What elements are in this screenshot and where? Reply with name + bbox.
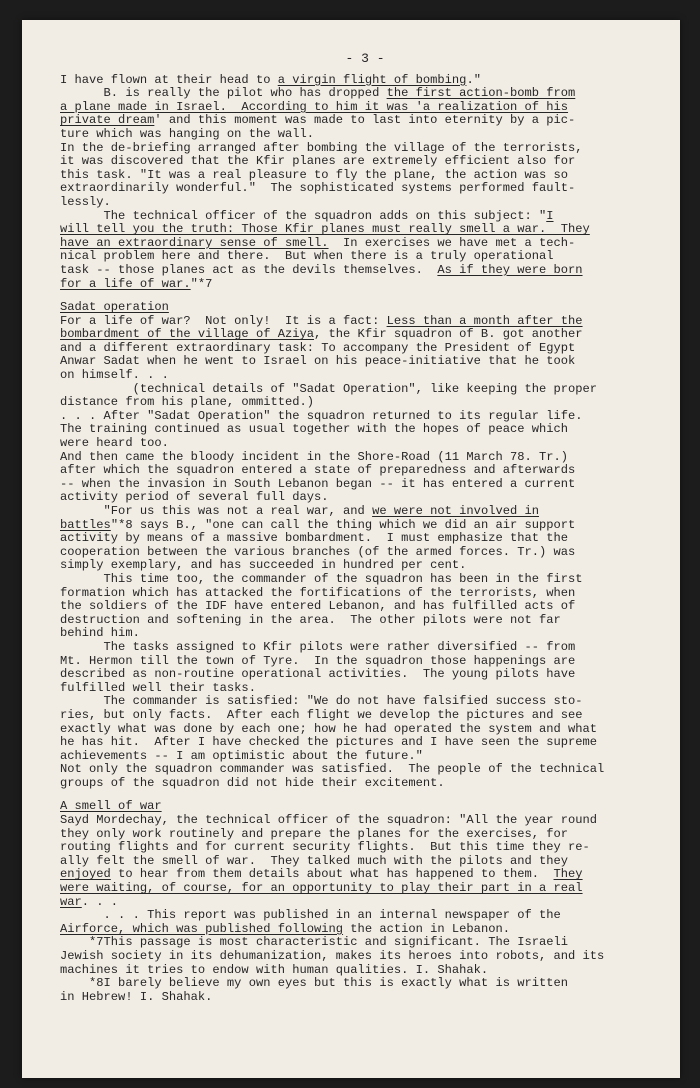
text-run: the soldiers of the IDF have entered Lebanon, and has fulfilled acts of: [60, 599, 576, 614]
underlined-phrase: the first action-bomb from: [386, 86, 576, 101]
underlined-phrase: we were not involved in: [372, 504, 539, 518]
document-page: [22, 20, 680, 1078]
text-run: nical problem here and there. But when there is a truly operational: [60, 249, 554, 264]
text-line: [60, 750, 670, 764]
text-line: [60, 923, 670, 937]
text-line: [60, 169, 670, 183]
text-line: [60, 868, 670, 882]
text-run: And then came the bloody incident in the Shore-Road (11 March 78. Tr.): [60, 449, 569, 464]
text-run: simply exemplary, and has succeeded in hundred per cent.: [60, 558, 467, 573]
text-line: [60, 87, 670, 101]
text-line: [60, 223, 670, 237]
text-run: groups of the squadron did not hide their excitement.: [60, 775, 445, 790]
text-run: activity by means of a massive bombardment. I must emphasize that the: [60, 531, 569, 546]
text-run: machines it tries to endow with human qualities. I. Shahak.: [60, 962, 489, 977]
text-run: Not only the squadron commander was satisfied. The people of the technical: [60, 762, 605, 777]
text-run: described as non-routine operational activities. The young pilots have: [60, 667, 576, 682]
text-run: lessly.: [60, 194, 111, 209]
text-line: [60, 464, 670, 478]
text-run: they only work routinely and prepare the planes for the exercises, for: [60, 826, 569, 841]
text-line: [60, 396, 670, 410]
text-run: in Hebrew! I. Shahak.: [60, 989, 213, 1004]
text-run: it was discovered that the Kfir planes are extremely efficient also for: [60, 154, 576, 169]
text-line: [60, 74, 670, 88]
underlined-phrase: a plane made in Israel. According to him it was 'a realization of his: [60, 99, 569, 114]
text-run: The tasks assigned to Kfir pilots were rather diversified -- from: [60, 639, 576, 654]
text-line: [60, 950, 670, 964]
text-line: [60, 264, 670, 278]
underlined-phrase: have an extraordinary sense of smell.: [60, 235, 329, 250]
text-line: [60, 587, 670, 601]
text-run: I have flown at their head to: [60, 72, 278, 87]
text-run: achievements -- I am optimistic about the future.": [60, 748, 423, 763]
text-line: [60, 977, 670, 991]
text-run: "*7: [190, 276, 213, 291]
underlined-phrase: for a life of war.: [60, 276, 191, 291]
underlined-phrase: Airforce, which was published following: [60, 921, 344, 936]
text-run: ally felt the smell of war. They talked much with the pilots and they: [60, 853, 569, 868]
text-line: [60, 437, 670, 451]
text-line: [60, 210, 670, 224]
text-line: [60, 196, 670, 210]
text-run: fulfilled well their tasks.: [60, 680, 256, 695]
text-line: [60, 546, 670, 560]
text-run: Jewish society in its dehumanization, makes its heroes into robots, and its: [60, 949, 605, 963]
text-run: In the de-briefing arranged after bombing the village of the terrorists,: [60, 140, 583, 155]
text-line: [60, 101, 670, 115]
text-run: .": [466, 72, 481, 87]
text-run: this task. "It was a real pleasure to fly the plane, the action was so: [60, 167, 569, 182]
underlined-phrase: As if they were born: [437, 262, 583, 277]
text-run: "For us this was not a real war, and: [60, 504, 373, 518]
text-line: [60, 278, 670, 292]
text-line: [60, 155, 670, 169]
text-run: activity period of several full days.: [60, 490, 329, 505]
text-line: [60, 532, 670, 546]
text-line: [60, 600, 670, 614]
text-run: extraordinarily wonderful." The sophisticated systems performed fault-: [60, 181, 576, 196]
underlined-phrase: will tell you the truth: Those Kfir planes must really smell a war. They: [60, 222, 590, 237]
document-text: [60, 52, 670, 1004]
text-run: "*8 says B., "one can call the thing which we did an air support: [110, 517, 576, 532]
text-run: and a different extraordinary task: To accompany the President of Egypt: [60, 340, 576, 355]
text-line: [60, 114, 670, 128]
underlined-phrase: Less than a month after the: [386, 313, 583, 328]
text-line: [60, 882, 670, 896]
text-run: . . . This report was published in an internal newspaper of the: [60, 908, 561, 923]
text-run: The training continued as usual together with the hopes of peace which: [60, 422, 569, 437]
text-line: [60, 573, 670, 587]
heading-sadat-operation: Sadat operation: [60, 300, 169, 315]
text-run: The technical officer of the squadron adds on this subject: ": [60, 208, 547, 223]
page-number: - 3 -: [345, 51, 385, 66]
text-run: distance from his plane, ommitted.): [60, 395, 315, 410]
text-run: In exercises we have met a tech-: [328, 235, 576, 250]
text-run: were heard too.: [60, 436, 169, 451]
underlined-phrase: war: [60, 894, 82, 909]
text-line: [60, 627, 670, 641]
text-run: task -- those planes act as the devils themselves.: [60, 262, 438, 277]
paragraph-block-smell: [60, 814, 670, 1004]
text-line: [60, 410, 670, 424]
text-line: [60, 682, 670, 696]
text-run: ' and this moment was made to last into eternity by a pic-: [154, 113, 576, 128]
text-line: [60, 723, 670, 737]
text-line: [60, 491, 670, 505]
text-run: *8I barely believe my own eyes but this is exactly what is written: [60, 976, 569, 991]
text-line: [60, 383, 670, 397]
text-run: exactly what was done by each one; how he had operated the system and what: [60, 721, 598, 736]
text-line: [60, 505, 670, 519]
text-line: [60, 909, 670, 923]
text-run: The commander is satisfied: "We do not have falsified success sto-: [60, 694, 583, 709]
text-run: formation which has attacked the fortifications of the terrorists, when: [60, 585, 576, 600]
text-line: [60, 763, 670, 777]
text-line: [60, 355, 670, 369]
underlined-phrase: were waiting, of course, for an opportunity to play their part in a real: [60, 881, 583, 896]
text-run: Anwar Sadat when he went to Israel on his peace-initiative that he took: [60, 354, 576, 369]
underlined-phrase: battles: [60, 517, 111, 532]
text-line: [60, 695, 670, 709]
text-line: [60, 668, 670, 682]
text-line: [60, 736, 670, 750]
text-line: [60, 841, 670, 855]
text-run: routing flights and for current security flights. But this time they re-: [60, 840, 590, 855]
text-run: . . . After "Sadat Operation" the squadron returned to its regular life.: [60, 408, 583, 423]
text-run: *7This passage is most characteristic and significant. The Israeli: [60, 935, 569, 950]
text-run: the action in Lebanon.: [343, 921, 510, 936]
text-line: [60, 991, 670, 1005]
text-line: [60, 182, 670, 196]
underlined-phrase: They: [553, 867, 583, 882]
underlined-phrase: private dream: [60, 113, 155, 128]
text-line: [60, 777, 670, 791]
text-run: B. is really the pilot who has dropped: [60, 86, 387, 101]
text-run: after which the squadron entered a state of preparedness and afterwards: [60, 463, 576, 478]
text-line: [60, 896, 670, 910]
text-line: [60, 250, 670, 264]
underlined-phrase: a virgin flight of bombing: [277, 72, 467, 87]
text-run: , the Kfir squadron of B. got another: [314, 327, 583, 342]
text-line: [60, 315, 670, 329]
text-run: cooperation between the various branches (of the armed forces. Tr.) was: [60, 544, 576, 559]
text-line: [60, 641, 670, 655]
text-run: on himself. . .: [60, 368, 169, 383]
underlined-phrase: I: [546, 208, 554, 223]
text-line: [60, 423, 670, 437]
text-line: [60, 614, 670, 628]
text-run: ries, but only facts. After each flight we develop the pictures and see: [60, 707, 583, 722]
text-line: [60, 519, 670, 533]
text-line: [60, 328, 670, 342]
text-run: For a life of war? Not only! It is a fact:: [60, 313, 387, 328]
text-line: [60, 478, 670, 492]
text-line: [60, 369, 670, 383]
text-run: destruction and softening in the area. The other pilots were not far: [60, 612, 561, 627]
text-line: [60, 142, 670, 156]
heading-smell-of-war: A smell of war: [60, 799, 162, 814]
text-line: [60, 936, 670, 950]
text-run: This time too, the commander of the squadron has been in the first: [60, 571, 583, 586]
text-line: [60, 814, 670, 828]
text-line: [60, 128, 670, 142]
text-run: Sayd Mordechay, the technical officer of the squadron: "All the year round: [60, 813, 598, 828]
text-line: [60, 709, 670, 723]
text-line: [60, 342, 670, 356]
paragraph-block-sadat: [60, 315, 670, 791]
text-run: Mt. Hermon till the town of Tyre. In the squadron those happenings are: [60, 653, 576, 668]
text-line: [60, 559, 670, 573]
text-run: behind him.: [60, 626, 140, 641]
text-line: [60, 855, 670, 869]
text-line: [60, 451, 670, 465]
text-run: . . .: [81, 894, 119, 909]
text-line: [60, 828, 670, 842]
paragraph-block-intro: [60, 74, 670, 292]
text-run: (technical details of "Sadat Operation", like keeping the proper: [60, 381, 598, 396]
underlined-phrase: bombardment of the village of Aziya: [60, 327, 315, 342]
text-line: [60, 655, 670, 669]
text-line: [60, 237, 670, 251]
text-run: -- when the invasion in South Lebanon began -- it has entered a current: [60, 476, 576, 491]
text-line: [60, 964, 670, 978]
text-run: he has hit. After I have checked the pictures and I have seen the supreme: [60, 735, 598, 750]
text-run: to hear from them details about what has happened to them.: [110, 867, 554, 882]
underlined-phrase: enjoyed: [60, 867, 111, 882]
text-run: ture which was hanging on the wall.: [60, 126, 315, 141]
